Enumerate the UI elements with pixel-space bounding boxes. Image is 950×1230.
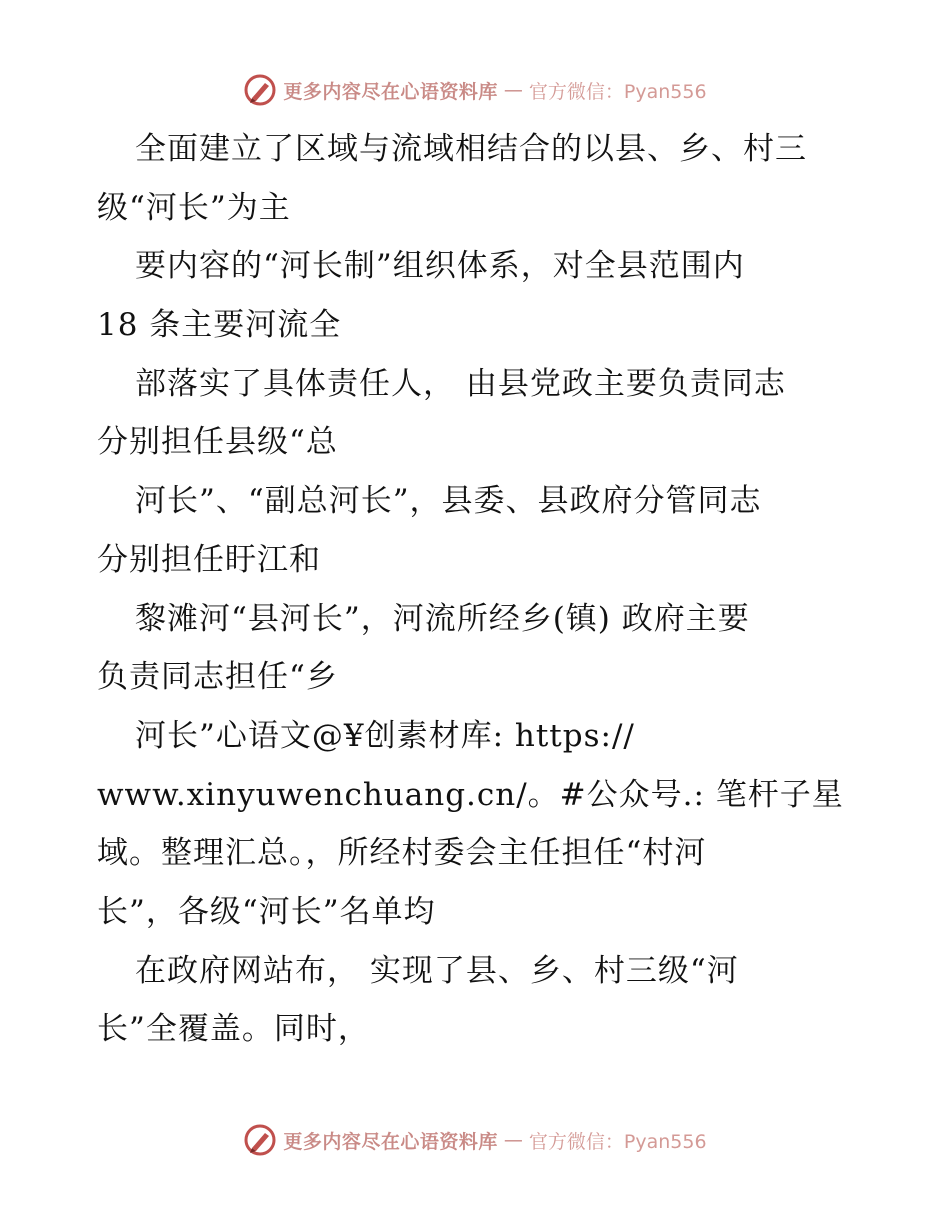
body-line: 部落实了具体责任人， 由县党政主要负责同志	[135, 365, 786, 402]
body-line: 河长”、“副总河长”，县委、县政府分管同志	[135, 483, 762, 520]
body-line: 河长”心语文@¥创素材库: https://	[135, 717, 635, 754]
body-line: 全面建立了区域与流域相结合的以县、乡、村三	[135, 131, 807, 167]
body-line: www.xinyuwenchuang.cn/。#公众号.: 笔杆子星	[97, 776, 844, 813]
body-line: 要内容的“河长制”组织体系，对全县范围内	[135, 248, 745, 285]
banner-dash: —	[503, 1129, 523, 1151]
pen-logo-icon	[243, 1123, 277, 1157]
body-line: 级“河长”为主	[97, 189, 291, 226]
banner-slogan: 更多内容尽在心语资料库	[283, 80, 498, 103]
document-body	[97, 120, 857, 1059]
body-line: 长”，各级“河长”名单均	[97, 893, 436, 930]
header-banner	[0, 72, 950, 108]
body-line: 域。整理汇总。，所经村委会主任担任“村河	[97, 835, 707, 872]
banner-dash: —	[503, 79, 523, 101]
body-line: 18 条主要河流全	[97, 307, 342, 344]
pen-logo-icon	[243, 73, 277, 107]
body-line: 长”全覆盖。同时，	[97, 1011, 370, 1048]
body-line: 负责同志担任“乡	[97, 659, 338, 696]
body-line: 在政府网站布， 实现了县、乡、村三级“河	[135, 952, 739, 989]
body-line: 黎滩河“县河长”，河流所经乡(镇) 政府主要	[135, 600, 750, 637]
footer-banner	[0, 1122, 950, 1158]
body-line: 分别担任盱江和	[97, 541, 321, 578]
banner-slogan: 更多内容尽在心语资料库	[283, 1130, 498, 1153]
banner-wechat: 官方微信：Pyan556	[528, 80, 707, 103]
banner-wechat: 官方微信：Pyan556	[528, 1130, 707, 1153]
body-line: 分别担任县级“总	[97, 424, 338, 461]
